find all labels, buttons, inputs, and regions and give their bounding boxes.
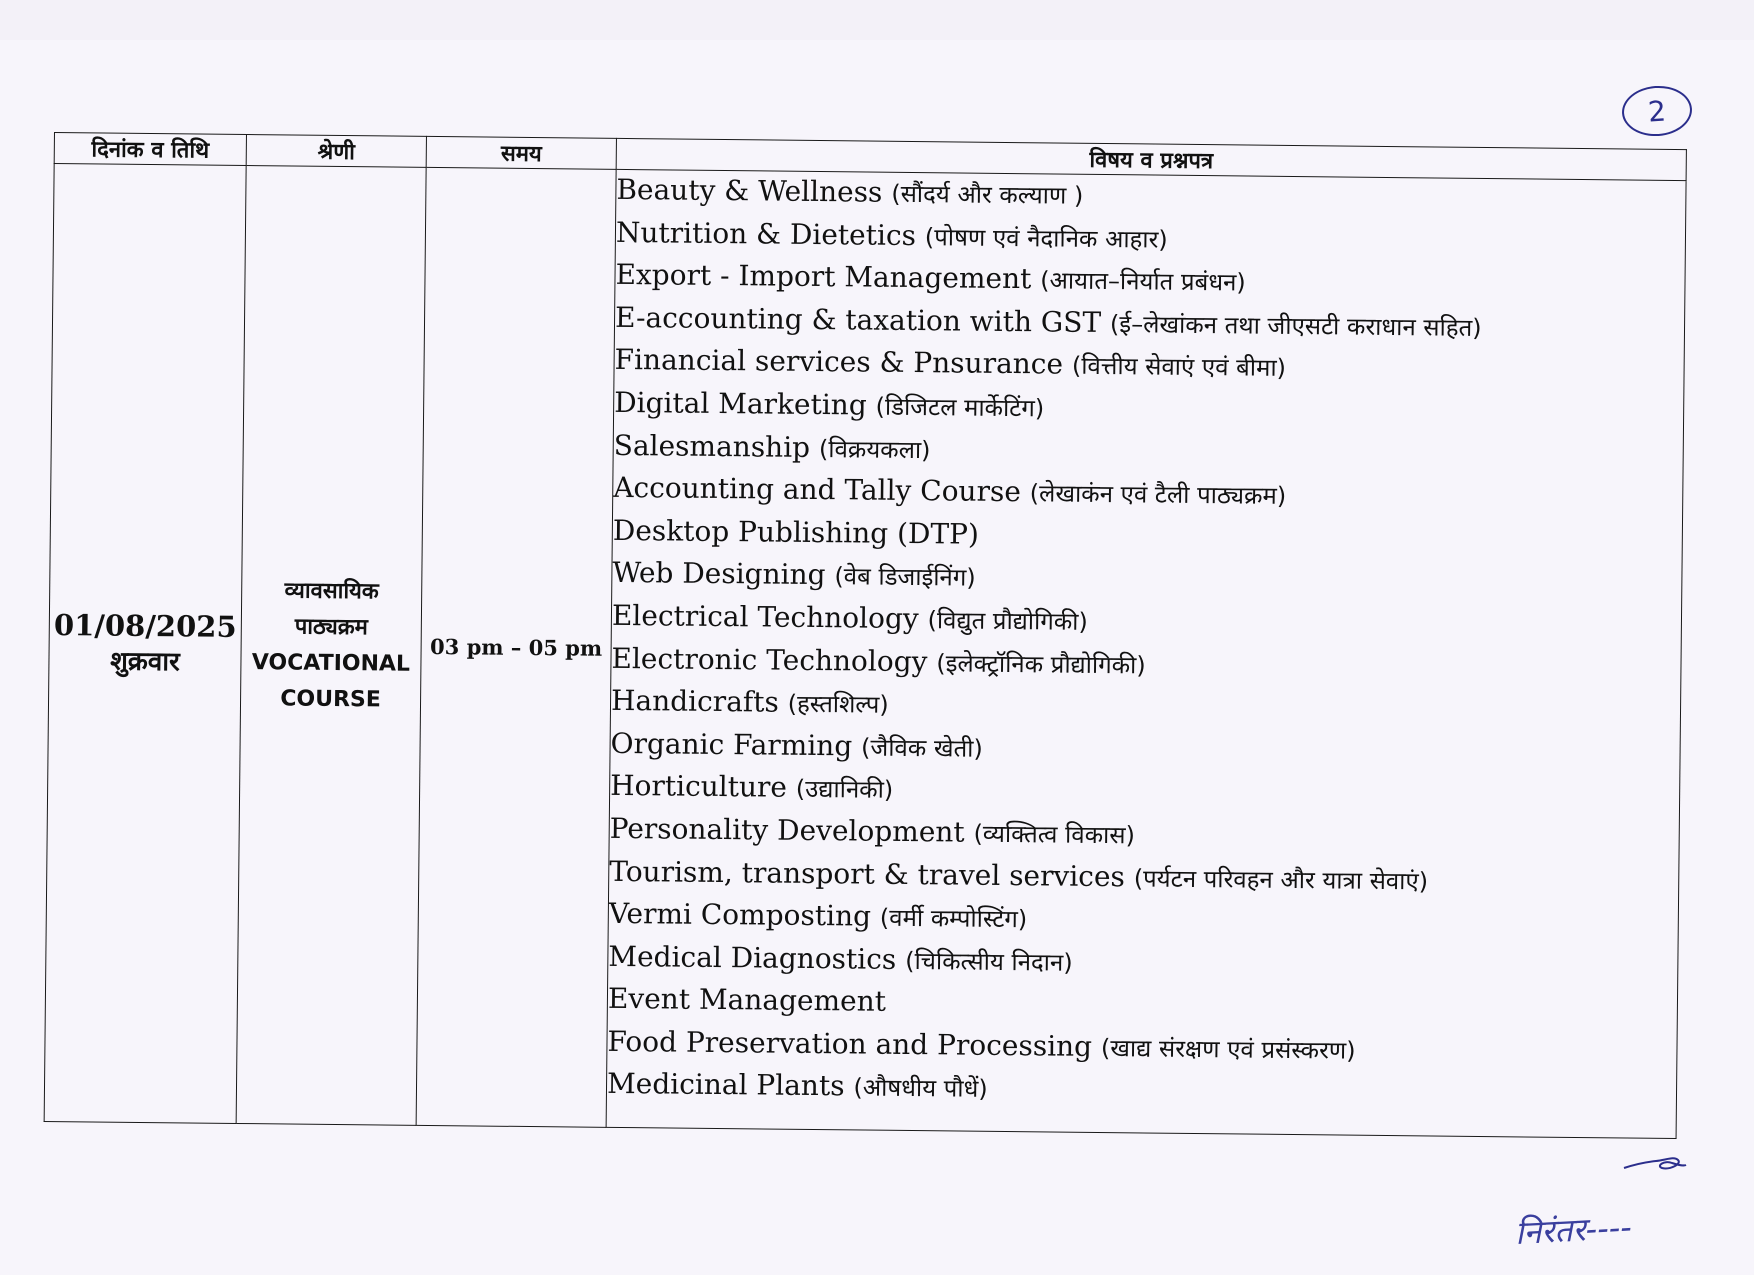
- subject-hindi: (वेब डिजाईनिंग): [834, 562, 976, 593]
- header-date: दिनांक व तिथि: [54, 133, 246, 166]
- subject-hindi: (हस्तशिल्प): [787, 689, 889, 719]
- subject-hindi: (उद्यानिकी): [795, 775, 894, 805]
- subject-hindi: (व्यक्तित्व विकास): [973, 819, 1136, 850]
- subjects-cell: [606, 169, 1686, 1138]
- time-cell: [416, 167, 616, 1127]
- exam-time: 03 pm – 05 pm: [430, 633, 603, 661]
- subject-english: Tourism, transport & travel services: [609, 854, 1126, 893]
- subject-hindi: (औषधीय पौधें): [853, 1073, 988, 1104]
- subject-hindi: (वित्तीय सेवाएं एवं बीमा): [1071, 352, 1287, 383]
- exam-day: शुक्रवार: [110, 646, 180, 677]
- subject-english: E-accounting & taxation with GST: [614, 300, 1102, 339]
- subject-english: Horticulture: [610, 769, 788, 805]
- subject-english: Digital Marketing: [614, 385, 867, 422]
- signature-mark: [1622, 1152, 1688, 1174]
- subject-english: Organic Farming: [610, 726, 853, 763]
- subject-english: Medicinal Plants: [606, 1067, 845, 1103]
- class-english-line-2: COURSE: [280, 685, 381, 712]
- header-subject: विषय व प्रश्नपत्र: [616, 138, 1686, 180]
- subject-english: Medical Diagnostics: [608, 939, 897, 976]
- class-cell: [236, 166, 426, 1126]
- class-hindi-line-2: पाठ्यक्रम: [294, 614, 369, 640]
- subject-english: Desktop Publishing (DTP): [612, 513, 980, 551]
- subject-list: [607, 170, 1686, 1118]
- subject-hindi: (पर्यटन परिवहन और यात्रा सेवाएं): [1133, 863, 1429, 895]
- subject-english: Financial services & Pnsurance: [614, 343, 1064, 381]
- exam-date: 01/08/2025: [53, 607, 237, 644]
- subject-hindi: (खाद्य संरक्षण एवं प्रसंस्करण): [1100, 1033, 1356, 1065]
- header-time: समय: [426, 136, 616, 169]
- subject-english: Accounting and Tally Course: [613, 471, 1022, 509]
- subject-hindi: (विक्रयकला): [818, 434, 931, 464]
- subject-hindi: (ई–लेखांकन तथा जीएसटी कराधान सहित): [1109, 309, 1482, 342]
- subject-english: Export - Import Management: [615, 258, 1032, 296]
- continued-note: निरंतर----: [1514, 1207, 1633, 1253]
- subject-hindi: (लेखाकंन एवं टैली पाठ्यक्रम): [1029, 479, 1287, 511]
- header-class: श्रेणी: [246, 135, 426, 168]
- subject-hindi: (चिकित्सीय निदान): [905, 946, 1073, 977]
- subject-english: Handicrafts: [610, 683, 780, 719]
- subject-hindi: (पोषण एवं नैदानिक आहार): [924, 222, 1168, 254]
- page-number-text: 2: [1646, 93, 1668, 129]
- subject-english: Electronic Technology: [611, 641, 928, 678]
- subject-english: Salesmanship: [613, 428, 811, 464]
- class-hindi-line-1: व्यावसायिक: [284, 577, 379, 604]
- subject-english: Web Designing: [612, 556, 826, 592]
- subject-english: Nutrition & Dietetics: [615, 215, 917, 252]
- date-cell: [44, 164, 246, 1124]
- subject-hindi: (इलेक्ट्रॉनिक प्रौद्योगिकी): [936, 648, 1146, 679]
- class-english-line-1: VOCATIONAL: [251, 649, 411, 677]
- subject-hindi: (डिजिटल मार्केटिंग): [875, 392, 1045, 423]
- subject-english: Food Preservation and Processing: [607, 1024, 1093, 1063]
- subject-english: Beauty & Wellness: [616, 172, 883, 209]
- subject-english: Event Management: [607, 982, 887, 1019]
- subject-english: Electrical Technology: [611, 598, 919, 636]
- subject-english: Personality Development: [609, 811, 965, 849]
- table-row: [44, 164, 1686, 1139]
- subject-hindi: (विद्युत प्रौद्योगिकी): [927, 606, 1088, 636]
- subject-hindi: (आयात–निर्यात प्रबंधन): [1040, 266, 1246, 297]
- subject-english: Vermi Composting: [608, 896, 872, 933]
- subject-hindi: (जैविक खेती): [860, 733, 983, 763]
- exam-schedule-table: [44, 132, 1687, 1139]
- subject-hindi: (सौंदर्य और कल्याण ): [891, 179, 1084, 210]
- subject-hindi: (वर्मी कम्पोस्टिंग): [879, 903, 1028, 934]
